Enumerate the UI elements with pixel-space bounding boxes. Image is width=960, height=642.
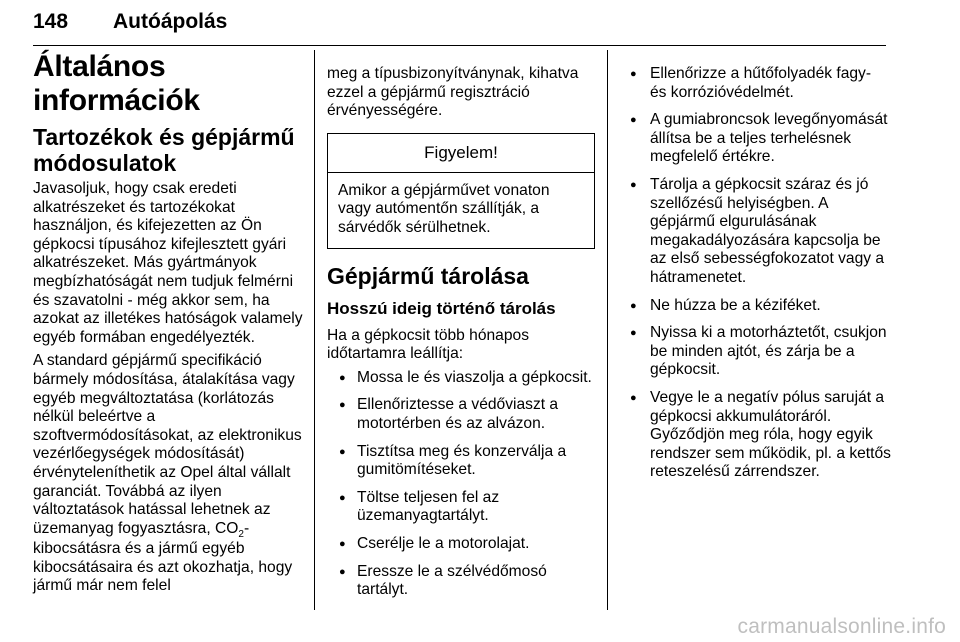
column-divider	[607, 50, 608, 610]
list-item: ● Töltse teljesen fel az üzemanyagtartályt.	[327, 489, 595, 526]
paragraph: Ha a gépkocsit több hónapos időtartamra leállítja:	[327, 326, 529, 363]
subscript: 2	[238, 528, 244, 540]
paragraph: meg a típusbizonyítványnak, kihatva ezzel a gépjármű regisztráció érvényességére.	[327, 65, 579, 120]
page-header	[33, 10, 885, 44]
header-rule	[33, 45, 886, 46]
list-item: ● Ne húzza be a kéziféket.	[621, 297, 891, 316]
column-divider	[314, 50, 315, 610]
column-3	[621, 65, 891, 491]
list-item: ● Mossa le és viaszolja a gépkocsit.	[327, 369, 595, 388]
list-item: ● Tárolja a gépkocsit száraz és jó szellőzésű helyiségben. A gépjármű elgurulásának megakadályozására kapcsolja be az első sebességfokozatot vagy a hátramenetet.	[621, 176, 891, 288]
section-title: Általános információk	[33, 50, 200, 117]
section-heading: Gépjármű tárolása	[327, 262, 529, 289]
watermark: carmanualsonline.info	[737, 615, 946, 638]
list-item: ● Ellenőrizze a hűtőfolyadék fagy- és korrózióvédelmét.	[621, 65, 891, 102]
subsection-heading: Hosszú ideig történő tárolás	[327, 298, 556, 318]
subsection-title: Tartozékok és gépjármű módosulatok	[33, 124, 295, 176]
warning-title: Figyelem!	[328, 134, 594, 173]
paragraph-text: A standard gépjármű specifikáció bármely módosítása, átalakítása vagy egyéb megváltoztatása (korlátozás nélkül beleértve a szoftvermódosításokat, az elektronikus vezérlőegységek módosítását) érvényteleníthetik az Opel által vállalt garanciát. Továbbá az ilyen változtatások hatással lehetnek az üzemanyag fogyasztásra, CO	[33, 352, 302, 537]
bullet-list	[621, 65, 891, 482]
list-item: ● Cserélje le a motorolajat.	[327, 535, 595, 554]
list-item: ● Nyissa ki a motorháztetőt, csukjon be minden ajtót, és zárja be a gépkocsit.	[621, 324, 891, 380]
list-item: ● Vegye le a negatív pólus saruját a gépkocsi akkumulátoráról. Győződjön meg róla, hogy egyik rendszer sem működik, pl. a kettős reteszelésű zárrendszer.	[621, 389, 891, 482]
paragraph: Javasoljuk, hogy csak eredeti alkatrészeket és tartozékokat használjon, és kifejezetten az Ön gépkocsi típusához kifejlesztett gyári alkatrészeket. Más gyártmányok megbízhatóságát nem tudjuk felmérni és szavatolni - még akkor sem, ha azokat az illetékes hatóságok valamely egyéb formában engedélyezték.	[33, 180, 303, 346]
warning-text: Amikor a gépjárművet vonaton vagy autómentőn szállítják, a sárvédők sérülhetnek.	[338, 181, 550, 236]
paragraph	[33, 352, 303, 596]
running-title: Autóápolás	[113, 10, 228, 33]
list-item: ● Tisztítsa meg és konzerválja a gumitömítéseket.	[327, 443, 595, 480]
column-2	[327, 65, 595, 609]
paragraph-text: -kibocsátásra és a jármű egyéb kibocsátásaira és azt okozhatja, hogy jármű már nem felel	[33, 519, 293, 595]
list-item: ● Ellenőriztesse a védőviaszt a motortérben és az alvázon.	[327, 396, 595, 433]
list-item: ● Eressze le a szélvédőmosó tartályt.	[327, 563, 595, 600]
page-number: 148	[33, 10, 69, 33]
warning-box	[327, 133, 595, 249]
bullet-list	[327, 369, 595, 600]
list-item: ● A gumiabroncsok levegőnyomását állítsa be a teljes terhelésnek megfelelő értékre.	[621, 111, 891, 167]
column-1	[33, 50, 303, 601]
